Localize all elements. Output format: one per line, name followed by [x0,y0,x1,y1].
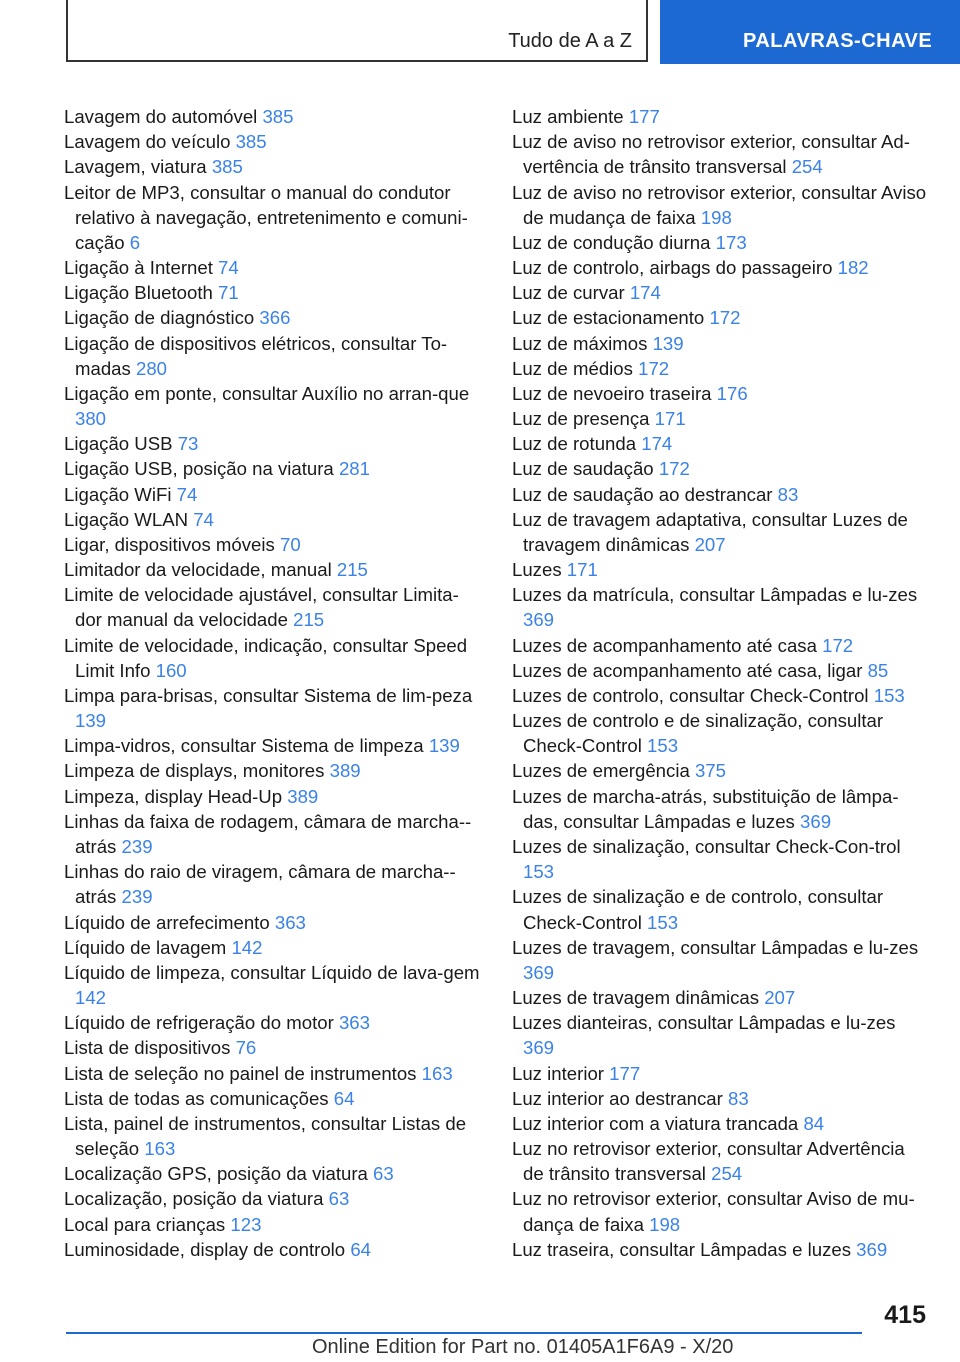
page-link[interactable]: 153 [647,735,679,757]
index-term: Luzes de marcha-atrás, substituição de lâmpa‐das, consultar Lâmpadas e luzes [512,785,899,832]
index-entry [512,758,930,783]
index-term: Luz de presença [512,408,650,430]
index-entry [512,884,930,934]
index-term: Ligação WiFi [64,483,172,505]
index-entry [512,482,930,507]
index-term: Luz no retrovisor exterior, consultar Advertência de trânsito transversal [512,1138,905,1185]
index-entry [512,1010,930,1060]
page-link[interactable]: 366 [259,307,291,329]
index-term: Líquido de refrigeração do motor [64,1012,334,1034]
page-link[interactable]: 215 [336,559,368,581]
index-term: Luz de controlo, airbags do passageiro [512,257,833,279]
page-link[interactable]: 76 [235,1037,257,1059]
page-link[interactable]: 142 [231,936,263,958]
page-link[interactable]: 389 [329,760,361,782]
index-entry [512,305,930,330]
index-term: Luz de saudação [512,458,654,480]
page-link[interactable]: 153 [873,684,905,706]
index-term: Luzes de controlo, consultar Check-Control [512,684,869,706]
index-term: Limpa-vidros, consultar Sistema de limpeza [64,735,424,757]
page-link[interactable]: 71 [218,282,239,304]
index-entry [512,834,930,884]
index-term: Ligação de diagnóstico [64,307,255,329]
index-term: Leitor de MP3, consultar o manual do condutor relativo à navegação, entretenimento e comuni‐cação [64,181,468,253]
index-term: Luz de curvar [512,282,625,304]
index-term: Luz interior com a viatura trancada [512,1112,799,1134]
index-entry [64,935,484,960]
page-link[interactable]: 385 [262,106,294,127]
index-term: Luz de aviso no retrovisor exterior, consultar Aviso de mudança de faixa [512,181,927,228]
index-entry [64,910,484,935]
page-link[interactable]: 239 [121,886,153,908]
page-link[interactable]: 172 [709,307,741,329]
page-link[interactable]: 139 [652,332,684,354]
page-link[interactable]: 85 [867,659,889,681]
index-term: Limitador da velocidade, manual [64,559,332,581]
index-entry [64,1212,484,1237]
page-link[interactable]: 369 [523,961,555,983]
page-link[interactable]: 172 [658,458,690,480]
page-link[interactable]: 63 [373,1163,394,1185]
keywords-tab[interactable]: PALAVRAS-CHAVE [660,0,960,64]
index-term: Luz de travagem adaptativa, consultar Luzes de travagem dinâmicas [512,508,908,555]
page-link[interactable]: 74 [218,257,239,279]
edition-note: Online Edition for Part no. 01405A1F6A9 - X/20 [312,1336,734,1358]
index-term: Luzes de travagem dinâmicas [512,987,760,1009]
index-entry [64,733,484,758]
index-entry [64,1237,484,1262]
index-term: Luz de saudação ao destrancar [512,483,773,505]
index-term: Luzes [512,559,562,581]
index-term: Luzes de sinalização, consultar Check-Con‐trol [512,835,901,857]
index-term: Limpeza, display Head-Up [64,785,283,807]
index-entry [512,683,930,708]
index-entry [64,456,484,481]
section-title: Tudo de A a Z [508,30,632,52]
index-term: Limite de velocidade ajustável, consultar Limita‐dor manual da velocidade [64,584,459,631]
page-link[interactable]: 6 [129,231,141,253]
index-term: Limpeza de displays, monitores [64,760,325,782]
index-term: Ligação USB, posição na viatura [64,458,334,480]
index-entry [512,230,930,255]
page-link[interactable]: 139 [75,710,107,732]
index-entry [64,1086,484,1111]
index-entry [64,180,484,256]
page-link[interactable]: 160 [155,659,187,681]
index-term: Linhas do raio de viragem, câmara de marcha--atrás [64,861,456,908]
page-link[interactable]: 163 [144,1138,176,1160]
index-entry [64,255,484,280]
index-term: Limpa para-brisas, consultar Sistema de lim‐peza [64,684,473,706]
page-link[interactable]: 389 [287,785,319,807]
page-link[interactable]: 70 [280,533,301,555]
index-entry [512,180,930,230]
index-term: Luz de condução diurna [512,231,711,253]
page-link[interactable]: 74 [176,483,198,505]
index-entry [512,1061,930,1086]
page-link[interactable]: 139 [428,735,460,757]
index-term: Lista, painel de instrumentos, consultar Listas de seleção [64,1112,467,1160]
page-link[interactable]: 64 [333,1087,355,1109]
index-entry [64,809,484,859]
index-entry [64,1035,484,1060]
index-term: Luzes de sinalização e de controlo, consultar Check-Control [512,886,884,933]
page-link[interactable]: 176 [716,382,748,404]
index-entry [64,532,484,557]
index-entry [64,1111,484,1161]
page-link[interactable]: 363 [274,911,306,933]
index-entry [512,633,930,658]
index-column-right [512,104,930,1262]
page-link[interactable]: 177 [628,106,660,127]
page-link[interactable]: 73 [177,433,199,455]
page-link[interactable]: 375 [694,760,726,782]
index-term: Luz de nevoeiro traseira [512,382,712,404]
index-entry [512,582,930,632]
index-term: Luzes de acompanhamento até casa, ligar [512,659,863,681]
index-term: Luz de máximos [512,332,648,354]
index-entry [512,1111,930,1136]
index-entry [64,633,484,683]
index-term: Luz de rotunda [512,433,637,455]
page-link[interactable]: 153 [647,911,679,933]
page-link[interactable]: 123 [230,1213,262,1235]
index-term: Limite de velocidade, indicação, consultar Speed Limit Info [64,634,468,681]
index-entry [512,658,930,683]
index-entry [64,1161,484,1186]
index-term: Líquido de arrefecimento [64,911,270,933]
index-entry [512,406,930,431]
page-link[interactable]: 172 [638,357,670,379]
index-term: Ligar, dispositivos móveis [64,533,275,555]
index-entry [64,507,484,532]
page-link[interactable]: 385 [235,131,267,153]
index-term: Luminosidade, display de controlo [64,1238,346,1260]
index-entry [64,482,484,507]
index-term: Lavagem, viatura [64,156,207,178]
index-term: Luz no retrovisor exterior, consultar Aviso de mu‐dança de faixa [512,1188,915,1235]
index-entry [512,507,930,557]
page-link[interactable]: 369 [523,609,555,631]
page-link[interactable]: 369 [523,1037,555,1059]
index-entry [64,331,484,381]
index-term: Luzes dianteiras, consultar Lâmpadas e lu‐zes [512,1012,896,1034]
index-entry [64,960,484,1010]
index-entry [64,129,484,154]
index-term: Luzes de travagem, consultar Lâmpadas e lu‐zes [512,936,919,958]
page-number: 415 [884,1301,926,1329]
footer-divider [66,1332,862,1334]
index-entry [512,935,930,985]
page-link[interactable]: 369 [856,1238,888,1260]
index-entry [512,129,930,179]
index-entry [512,784,930,834]
index-entry [64,154,484,179]
index-entry [64,683,484,733]
page-link[interactable]: 207 [694,533,726,555]
index-entry [64,1010,484,1035]
page-link[interactable]: 63 [328,1188,350,1210]
index-term: Luz de aviso no retrovisor exterior, consultar Ad‐vertência de trânsito transversal [512,131,910,178]
page-link[interactable]: 174 [641,433,673,455]
index-term: Local para crianças [64,1213,226,1235]
page-link[interactable]: 254 [791,156,823,178]
index-entry [512,1136,930,1186]
index-term: Luz interior ao destrancar [512,1087,723,1109]
index-term: Ligação USB [64,433,173,455]
page-link[interactable]: 64 [350,1238,372,1260]
index-entry [512,456,930,481]
index-term: Localização, posição da viatura [64,1188,324,1210]
index-entry [512,356,930,381]
index-entry [512,431,930,456]
index-entry [512,255,930,280]
page-link[interactable]: 173 [715,231,747,253]
index-entry [64,1061,484,1086]
page-link[interactable]: 215 [293,609,325,631]
index-term: Luz interior [512,1062,604,1084]
page-link[interactable]: 177 [609,1062,641,1084]
index-entry [512,1186,930,1236]
page-link[interactable]: 172 [822,634,854,656]
page-link[interactable]: 207 [764,987,796,1009]
index-entry [64,859,484,909]
index-term: Líquido de lavagem [64,936,227,958]
index-term: Ligação em ponte, consultar Auxílio no arran‐que [64,382,470,404]
index-entry [64,381,484,431]
index-entry [512,1086,930,1111]
page-link[interactable]: 83 [777,483,799,505]
index-term: Ligação WLAN [64,508,189,530]
index-entry [64,784,484,809]
page-link[interactable]: 385 [211,156,243,178]
index-term: Lavagem do automóvel [64,106,258,127]
index-term: Ligação à Internet [64,257,213,279]
index-column-left [64,104,484,1262]
index-term: Lista de todas as comunicações [64,1087,329,1109]
page-link[interactable]: 171 [566,559,598,581]
page-link[interactable]: 163 [421,1062,453,1084]
page-link[interactable]: 74 [193,508,214,530]
page-link[interactable]: 281 [338,458,370,480]
page-link[interactable]: 171 [654,408,686,430]
page-link[interactable]: 198 [649,1213,681,1235]
page-link[interactable]: 182 [837,257,869,279]
index-entry [64,582,484,632]
index-term: Luz de estacionamento [512,307,705,329]
index-entry [64,280,484,305]
index-entry [512,331,930,356]
index-term: Luzes da matrícula, consultar Lâmpadas e lu‐zes [512,584,918,606]
index-term: Lista de seleção no painel de instrumentos [64,1062,417,1084]
page-link[interactable]: 363 [338,1012,370,1034]
page-link[interactable]: 84 [803,1112,825,1134]
page-link[interactable]: 380 [75,408,107,430]
index-entry [64,1186,484,1211]
page-link[interactable]: 174 [629,282,661,304]
index-entry [64,758,484,783]
index-term: Lavagem do veículo [64,131,231,153]
page-link[interactable]: 280 [135,357,168,379]
page-link[interactable]: 254 [711,1163,743,1185]
index-entry [512,985,930,1010]
index-entry [64,557,484,582]
index-term: Linhas da faixa de rodagem, câmara de marcha--atrás [64,810,472,857]
index-term: Luz de médios [512,357,633,379]
index-entry [512,381,930,406]
page-link[interactable]: 198 [700,206,732,228]
index-term: Líquido de limpeza, consultar Líquido de lava‐gem [64,961,480,983]
index-entry [64,431,484,456]
index-entry [64,104,484,129]
index-term: Luz traseira, consultar Lâmpadas e luzes [512,1238,851,1260]
index-term: Luzes de acompanhamento até casa [512,634,817,656]
index-entry [512,104,930,129]
page-link[interactable]: 83 [728,1087,749,1109]
index-entry [512,1237,930,1262]
index-term: Localização GPS, posição da viatura [64,1163,368,1185]
index-entry [512,280,930,305]
index-term: Luzes de controlo e de sinalização, consultar Check-Control [512,710,884,757]
index-entry [512,557,930,582]
index-term: Ligação de dispositivos elétricos, consultar To‐madas [64,332,448,379]
index-entry [64,305,484,330]
page-link[interactable]: 142 [75,987,107,1009]
index-term: Ligação Bluetooth [64,282,213,304]
index-term: Luzes de emergência [512,760,690,782]
index-term: Lista de dispositivos [64,1037,231,1059]
page-link[interactable]: 153 [523,861,555,883]
page-link[interactable]: 239 [121,835,153,857]
index-term: Luz ambiente [512,106,624,127]
page-link[interactable]: 369 [800,810,832,832]
index-entry [512,708,930,758]
